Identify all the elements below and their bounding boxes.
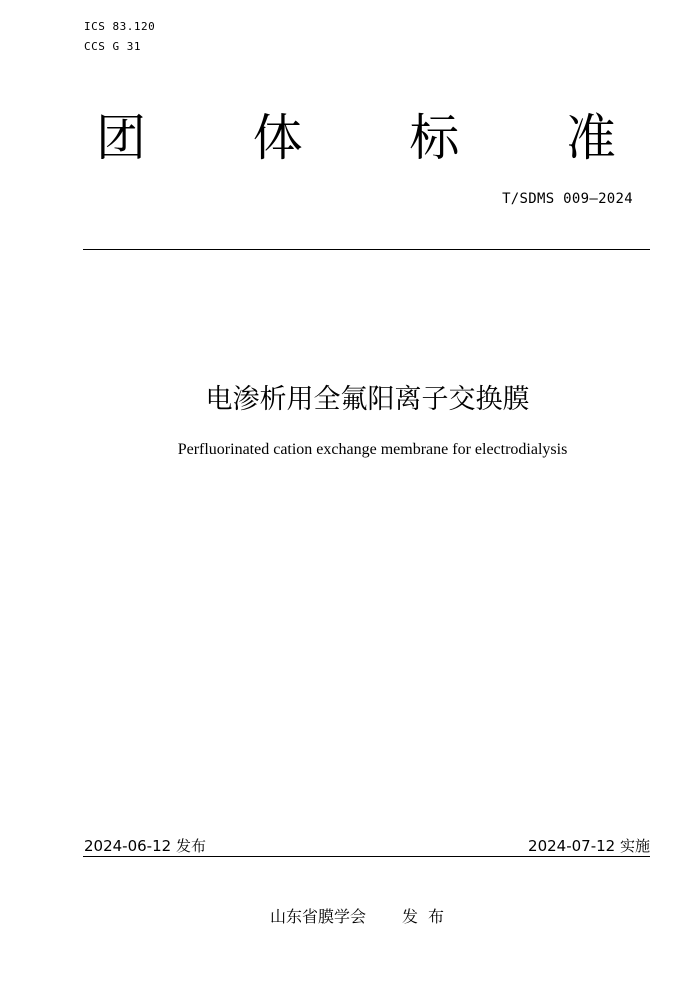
standard-number: T/SDMS 009—2024 (502, 191, 633, 207)
implement-date: 2024-07-12 实施 (528, 837, 650, 855)
standard-type-char: 体 (252, 109, 303, 167)
title-english: Perfluorinated cation exchange membrane for electrodialysis (177, 441, 568, 458)
issuer-action: 发布 (402, 907, 455, 926)
standard-type-heading (96, 108, 616, 168)
issuer-line (270, 904, 454, 927)
ccs-code: CCS G 31 (84, 40, 141, 53)
bottom-divider (83, 856, 650, 857)
ics-code: ICS 83.120 (84, 20, 156, 33)
standard-type-char: 准 (565, 109, 616, 167)
title-chinese: 电渗析用全氟阳离子交换膜 (205, 384, 530, 415)
standard-type-char: 标 (409, 109, 460, 167)
top-divider (83, 249, 650, 250)
publish-date: 2024-06-12 发布 (84, 837, 206, 855)
standard-type-char: 团 (96, 109, 146, 167)
issuer-organization: 山东省膜学会 (270, 907, 367, 926)
